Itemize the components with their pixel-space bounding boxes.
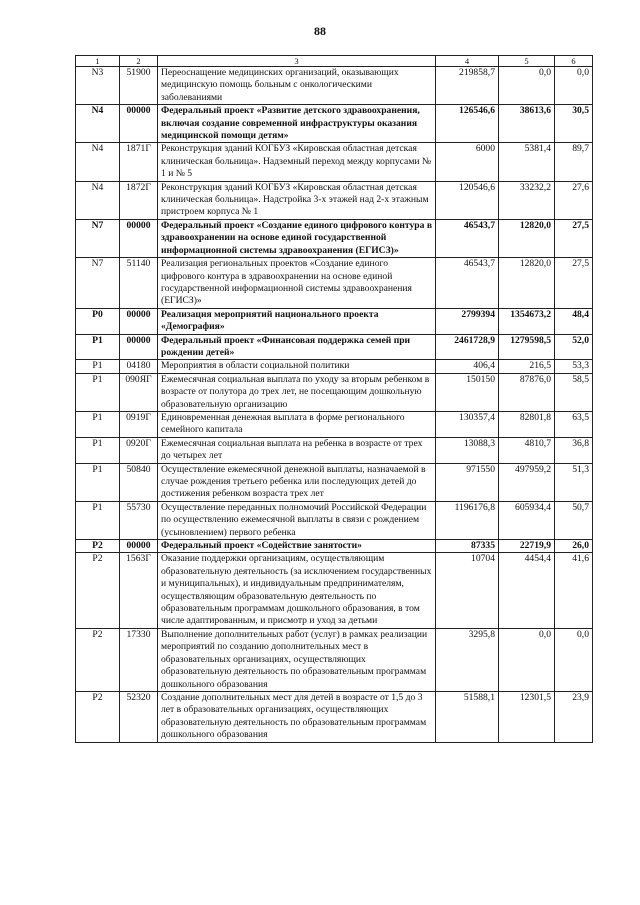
item-name: Реализация мероприятий национального проекта «Демография»	[158, 308, 436, 334]
execution-percent: 27,5	[555, 219, 593, 257]
program-code: P0	[76, 308, 120, 334]
direction-code: 1563Г	[120, 553, 158, 628]
column-header: 5	[499, 56, 555, 67]
planned-amount: 46543,7	[436, 219, 499, 257]
execution-percent: 27,5	[555, 258, 593, 309]
planned-amount: 219858,7	[436, 67, 499, 105]
executed-amount: 5381,4	[499, 143, 555, 181]
direction-code: 00000	[120, 219, 158, 257]
item-name: Осуществление ежемесячной денежной выплаты, назначаемой в случае рождения третьего ребенка или последующих детей до достижения ребенком возраста трех лет	[158, 463, 436, 501]
program-code: P1	[76, 437, 120, 463]
column-header: 6	[555, 56, 593, 67]
direction-code: 00000	[120, 105, 158, 143]
planned-amount: 1196176,8	[436, 501, 499, 539]
item-name: Федеральный проект «Создание единого цифрового контура в здравоохранении на основе единой государственной информационной системы здравоохранения (ЕГИСЗ)»	[158, 219, 436, 257]
item-name: Федеральный проект «Содействие занятости»	[158, 540, 436, 553]
program-code: P1	[76, 501, 120, 539]
planned-amount: 46543,7	[436, 258, 499, 309]
column-number-row	[76, 56, 593, 67]
column-header: 1	[76, 56, 120, 67]
executed-amount: 38613,6	[499, 105, 555, 143]
direction-code: 00000	[120, 334, 158, 360]
item-name: Единовременная денежная выплата в форме регионального семейного капитала	[158, 411, 436, 437]
execution-percent: 52,0	[555, 334, 593, 360]
program-code: N4	[76, 181, 120, 219]
direction-code: 55730	[120, 501, 158, 539]
direction-code: 090ЯГ	[120, 373, 158, 411]
program-code: P1	[76, 373, 120, 411]
executed-amount: 33232,2	[499, 181, 555, 219]
direction-code: 00000	[120, 540, 158, 553]
page-number: 88	[314, 24, 326, 38]
direction-code: 00000	[120, 308, 158, 334]
item-name: Федеральный проект «Развитие детского здравоохранения, включая создание современной инфраструктуры оказания медицинской помощи детям»	[158, 105, 436, 143]
table-row	[76, 540, 593, 553]
table-row	[76, 360, 593, 373]
executed-amount: 0,0	[499, 628, 555, 691]
column-header: 4	[436, 56, 499, 67]
table-row	[76, 691, 593, 742]
program-code: N7	[76, 258, 120, 309]
direction-code: 52320	[120, 691, 158, 742]
executed-amount: 4810,7	[499, 437, 555, 463]
table-row	[76, 553, 593, 628]
column-header: 3	[158, 56, 436, 67]
execution-percent: 50,7	[555, 501, 593, 539]
execution-percent: 51,3	[555, 463, 593, 501]
executed-amount: 497959,2	[499, 463, 555, 501]
executed-amount: 82801,8	[499, 411, 555, 437]
direction-code: 0920Г	[120, 437, 158, 463]
planned-amount: 126546,6	[436, 105, 499, 143]
table-row	[76, 373, 593, 411]
item-name: Оказание поддержки организациям, осуществляющим образовательную деятельность (за исключением государственных и муниципальных), и индивидуальным предпринимателям, осуществляющим образовательную деятельность по образовательным программам дошкольного образования, в том числе адаптированным, и присмотр и уход за детьми	[158, 553, 436, 628]
execution-percent: 89,7	[555, 143, 593, 181]
program-code: P1	[76, 411, 120, 437]
executed-amount: 216,5	[499, 360, 555, 373]
item-name: Мероприятия в области социальной политики	[158, 360, 436, 373]
direction-code: 0919Г	[120, 411, 158, 437]
planned-amount: 971550	[436, 463, 499, 501]
planned-amount: 130357,4	[436, 411, 499, 437]
planned-amount: 51588,1	[436, 691, 499, 742]
program-code: P1	[76, 334, 120, 360]
planned-amount: 120546,6	[436, 181, 499, 219]
planned-amount: 10704	[436, 553, 499, 628]
table-row	[76, 105, 593, 143]
executed-amount: 87876,0	[499, 373, 555, 411]
execution-percent: 0,0	[555, 67, 593, 105]
direction-code: 51900	[120, 67, 158, 105]
executed-amount: 12301,5	[499, 691, 555, 742]
table-row	[76, 628, 593, 691]
execution-percent: 48,4	[555, 308, 593, 334]
table-row	[76, 411, 593, 437]
table-row	[76, 67, 593, 105]
item-name: Выполнение дополнительных работ (услуг) в рамках реализации мероприятий по созданию дополнительных мест в образовательных организациях, осуществляющих образовательную деятельность по образовательным программам дошкольного образования	[158, 628, 436, 691]
execution-percent: 53,3	[555, 360, 593, 373]
planned-amount: 3295,8	[436, 628, 499, 691]
direction-code: 1872Г	[120, 181, 158, 219]
item-name: Осуществление переданных полномочий Российской Федерации по осуществлению ежемесячной выплаты в связи с рождением (усыновлением) первого ребенка	[158, 501, 436, 539]
planned-amount: 406,4	[436, 360, 499, 373]
planned-amount: 87335	[436, 540, 499, 553]
program-code: P2	[76, 628, 120, 691]
table-row	[76, 437, 593, 463]
planned-amount: 2461728,9	[436, 334, 499, 360]
planned-amount: 6000	[436, 143, 499, 181]
execution-percent: 36,8	[555, 437, 593, 463]
planned-amount: 2799394	[436, 308, 499, 334]
table-row	[76, 219, 593, 257]
program-code: N7	[76, 219, 120, 257]
program-code: N4	[76, 143, 120, 181]
program-code: P1	[76, 360, 120, 373]
table-row	[76, 501, 593, 539]
executed-amount: 1354673,2	[499, 308, 555, 334]
executed-amount: 605934,4	[499, 501, 555, 539]
executed-amount: 0,0	[499, 67, 555, 105]
direction-code: 04180	[120, 360, 158, 373]
table-row	[76, 463, 593, 501]
execution-percent: 23,9	[555, 691, 593, 742]
execution-percent: 63,5	[555, 411, 593, 437]
table-row	[76, 181, 593, 219]
program-code: N3	[76, 67, 120, 105]
direction-code: 1871Г	[120, 143, 158, 181]
program-code: P2	[76, 540, 120, 553]
program-code: P1	[76, 463, 120, 501]
program-code: P2	[76, 553, 120, 628]
direction-code: 51140	[120, 258, 158, 309]
item-name: Ежемесячная социальная выплата на ребенка в возрасте от трех до четырех лет	[158, 437, 436, 463]
execution-percent: 27,6	[555, 181, 593, 219]
program-code: P2	[76, 691, 120, 742]
column-header: 2	[120, 56, 158, 67]
execution-percent: 41,6	[555, 553, 593, 628]
table-row	[76, 334, 593, 360]
executed-amount: 12820,0	[499, 219, 555, 257]
planned-amount: 13088,3	[436, 437, 499, 463]
item-name: Ежемесячная социальная выплата по уходу за вторым ребенком в возрасте от полутора до трех лет, не посещающим дошкольную образовательную организацию	[158, 373, 436, 411]
planned-amount: 150150	[436, 373, 499, 411]
executed-amount: 1279598,5	[499, 334, 555, 360]
table-row	[76, 258, 593, 309]
direction-code: 17330	[120, 628, 158, 691]
table-row	[76, 308, 593, 334]
item-name: Переоснащение медицинских организаций, оказывающих медицинскую помощь больным с онкологическими заболеваниями	[158, 67, 436, 105]
executed-amount: 22719,9	[499, 540, 555, 553]
program-code: N4	[76, 105, 120, 143]
item-name: Создание дополнительных мест для детей в возрасте от 1,5 до 3 лет в образовательных организациях, осуществляющих образовательную деятельность по образовательным программам дошкольного образования	[158, 691, 436, 742]
table-row	[76, 143, 593, 181]
direction-code: 50840	[120, 463, 158, 501]
item-name: Реконструкция зданий КОГБУЗ «Кировская областная детская клиническая больница». Надстройка 3-х этажей над 2-х этажным пристроем корпуса № 1	[158, 181, 436, 219]
executed-amount: 12820,0	[499, 258, 555, 309]
execution-percent: 26,0	[555, 540, 593, 553]
execution-percent: 58,5	[555, 373, 593, 411]
execution-percent: 30,5	[555, 105, 593, 143]
budget-table	[75, 55, 593, 743]
executed-amount: 4454,4	[499, 553, 555, 628]
item-name: Реконструкция зданий КОГБУЗ «Кировская областная детская клиническая больница». Надземный переход между корпусами № 1 и № 5	[158, 143, 436, 181]
item-name: Реализация региональных проектов «Создание единого цифрового контура в здравоохранении на основе единой государственной информационной системы здравоохранения (ЕГИСЗ)»	[158, 258, 436, 309]
item-name: Федеральный проект «Финансовая поддержка семей при рождении детей»	[158, 334, 436, 360]
execution-percent: 0,0	[555, 628, 593, 691]
